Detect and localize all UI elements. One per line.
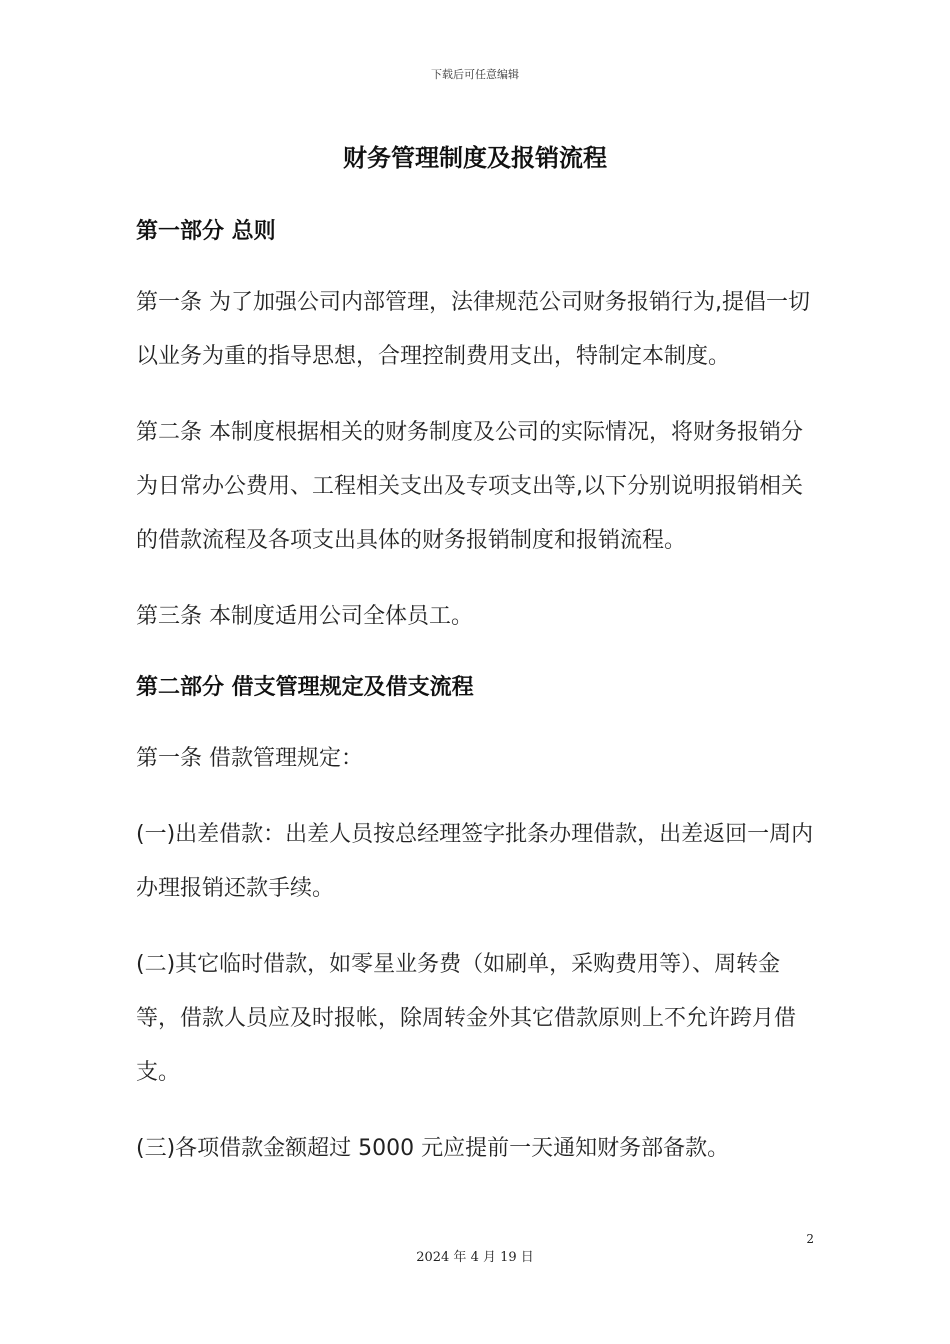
- document-title: 财务管理制度及报销流程: [343, 144, 607, 172]
- part2-item-2: (二)其它临时借款，如零星业务费（如刷单，采购费用等）、周转金等，借款人员应及时报帐，除周转金外其它借款原则上不允许跨月借支。: [136, 952, 797, 1085]
- header-note: 下载后可任意编辑: [431, 68, 519, 81]
- footer-date: 2024 年 4 月 19 日: [416, 1250, 534, 1265]
- part1-article-1: 第一条 为了加强公司内部管理，法律规范公司财务报销行为,提倡一切以业务为重的指导思想，合理控制费用支出，特制定本制度。: [136, 290, 810, 369]
- part2-article-1: 第一条 借款管理规定：: [136, 746, 363, 771]
- document-body: [136, 210, 816, 1176]
- part1-article-3: 第三条 本制度适用公司全体员工。: [136, 604, 473, 629]
- part1-article-2: 第二条 本制度根据相关的财务制度及公司的实际情况，将财务报销分为日常办公费用、工程相关支出及专项支出等,以下分别说明报销相关的借款流程及各项支出具体的财务报销制度和报销流程。: [136, 420, 803, 553]
- part2-item-3: (三)各项借款金额超过 5000 元应提前一天通知财务部备款。: [136, 1136, 730, 1161]
- part2-heading: 第二部分 借支管理规定及借支流程: [136, 675, 474, 700]
- part2-item-1: (一)出差借款：出差人员按总经理签字批条办理借款，出差返回一周内办理报销还款手续。: [136, 822, 814, 901]
- page-number: 2: [806, 1232, 814, 1246]
- part1-heading: 第一部分 总则: [136, 219, 276, 244]
